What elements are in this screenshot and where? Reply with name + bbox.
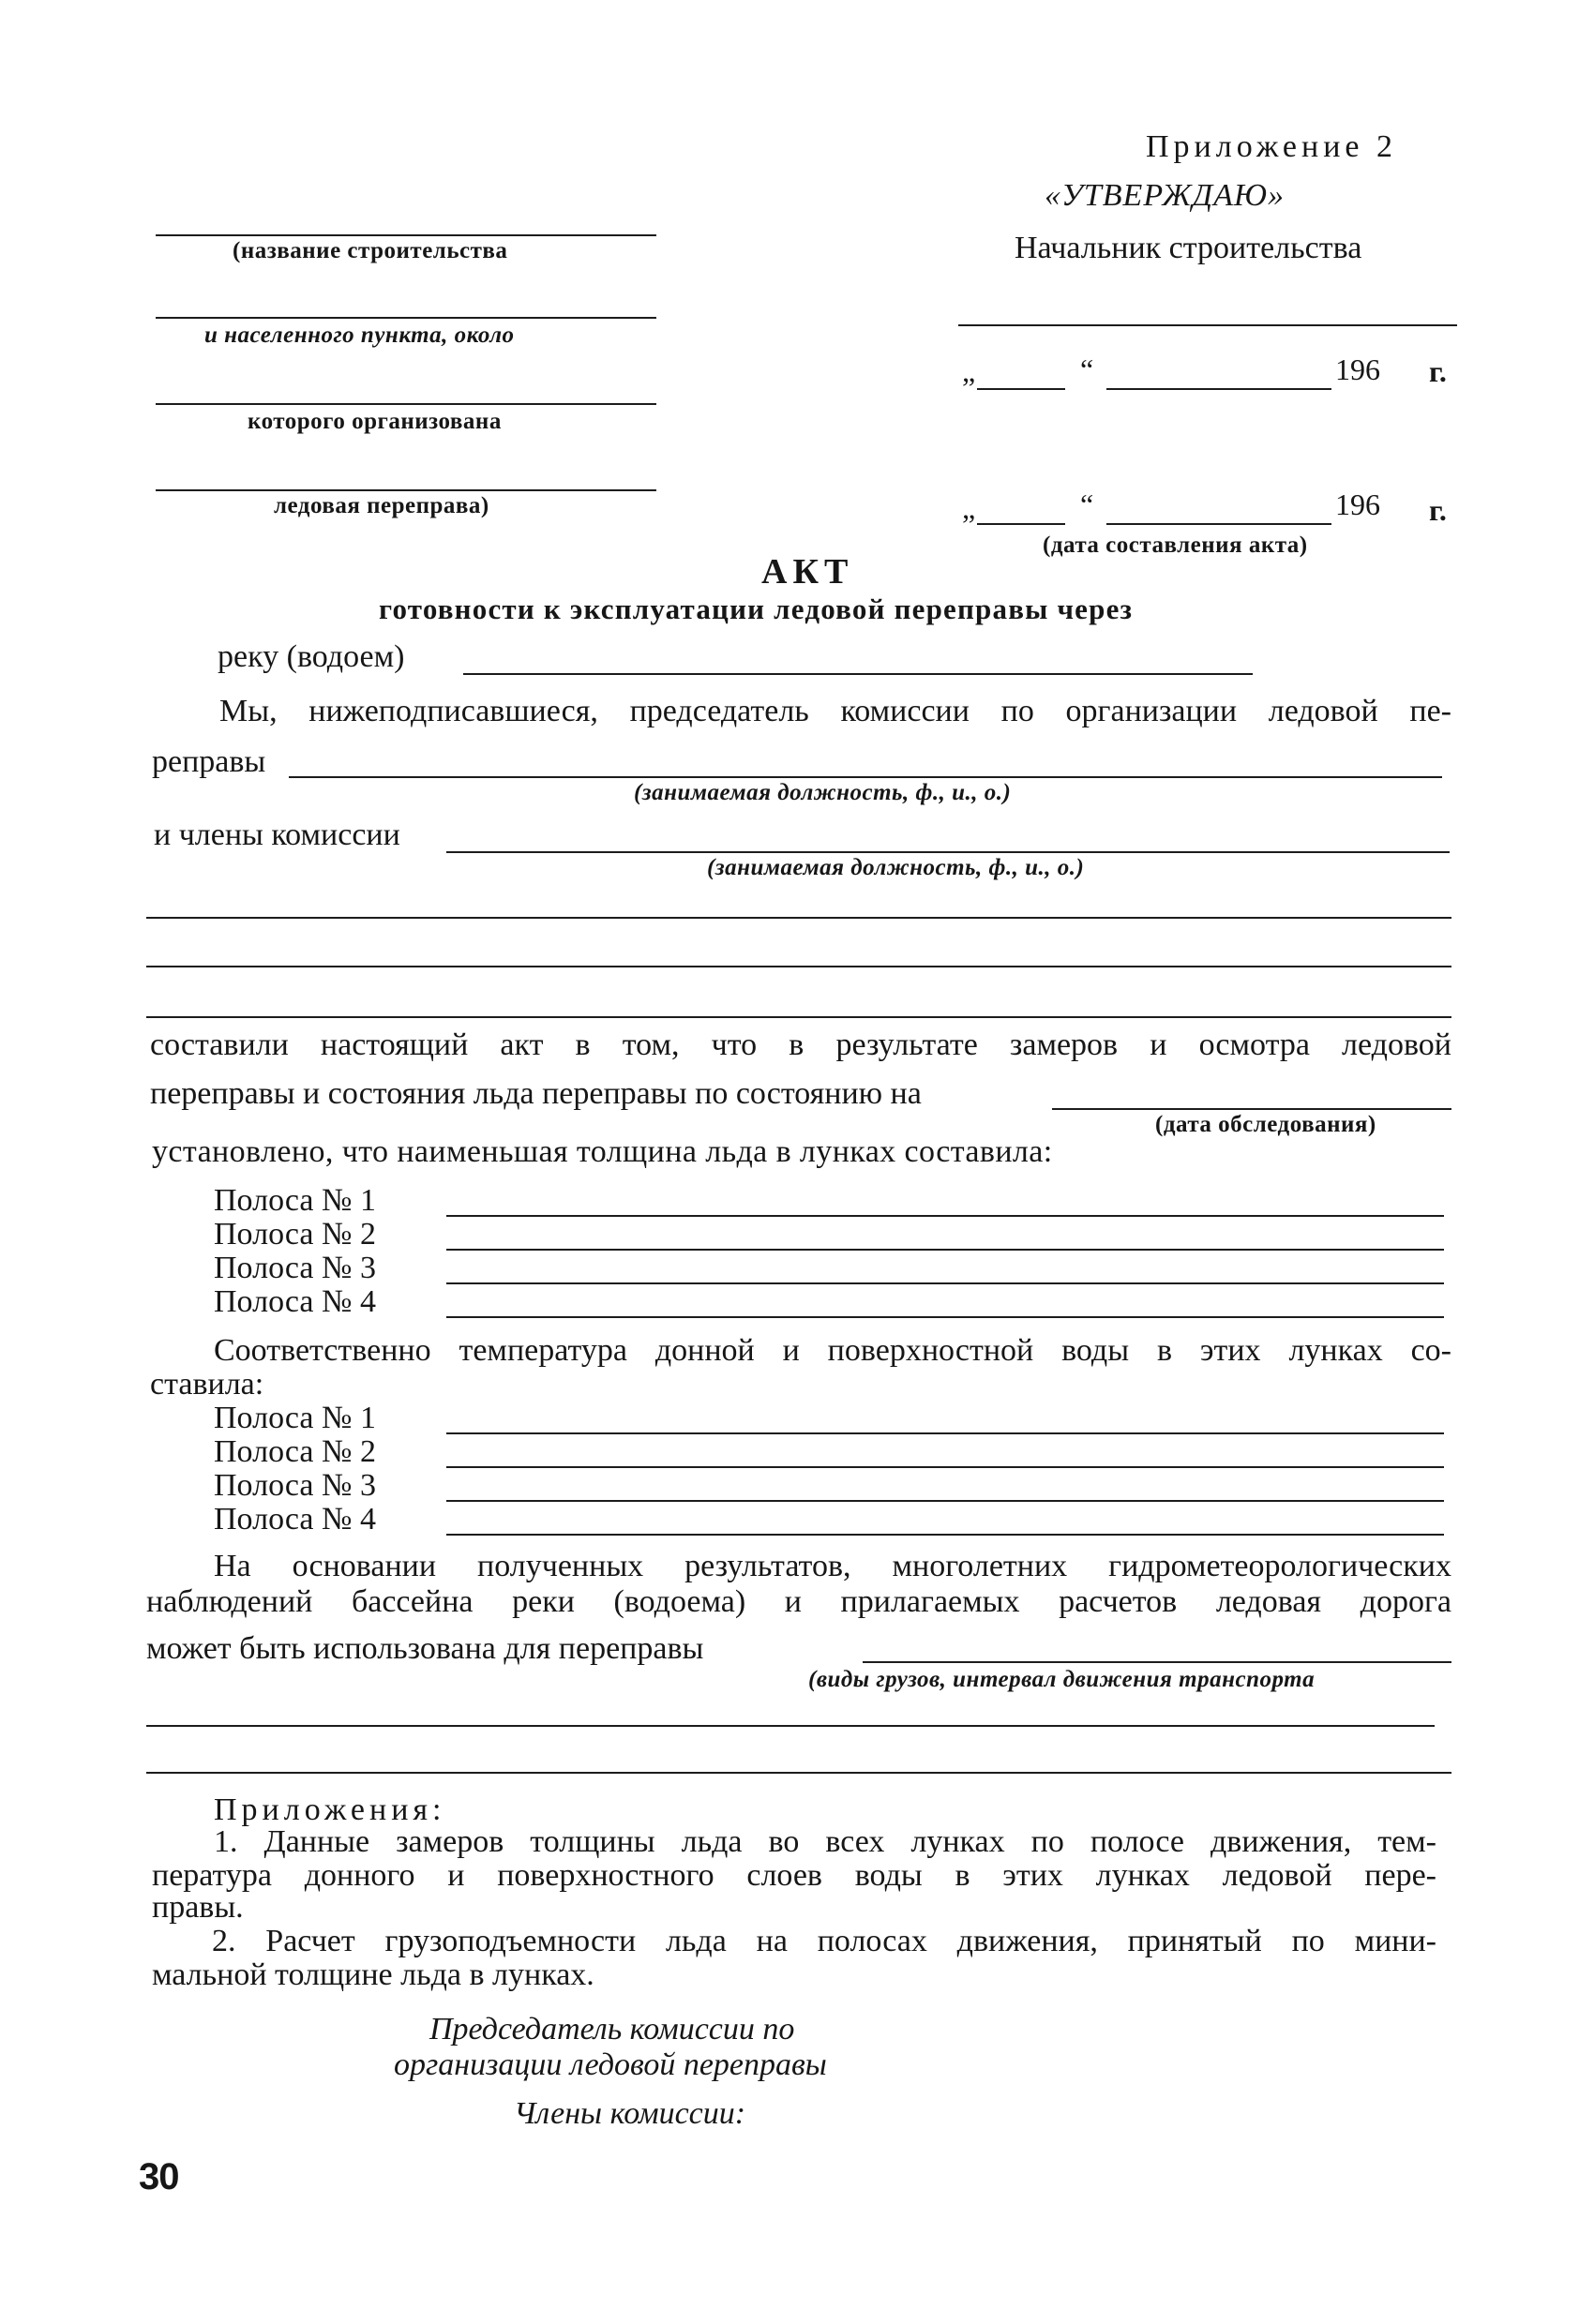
appendix-1-line-3: правы. xyxy=(152,1890,244,1925)
cargo-line[interactable] xyxy=(863,1661,1451,1663)
construction-caption-1: (название строительства xyxy=(233,238,508,263)
act-title: АКТ xyxy=(761,552,854,592)
appendix-1-line-2: пература донного и поверхностного слоев воды в этих лунках ледовой пере- xyxy=(152,1858,1436,1893)
temperature-lane-1-line[interactable] xyxy=(446,1432,1444,1434)
chairman-position-line[interactable] xyxy=(289,776,1442,778)
survey-date-caption: (дата обследования) xyxy=(1155,1112,1376,1137)
paragraph-2-line-3: установлено, что наименьшая толщина льда в лунках составила: xyxy=(152,1134,1053,1169)
cargo-line-2[interactable] xyxy=(146,1725,1435,1727)
date2-open-quote: „ xyxy=(962,491,976,525)
date2-month-line[interactable] xyxy=(1106,523,1331,525)
members-signature-label: Члены комиссии: xyxy=(514,2096,746,2131)
thickness-lane-3-label: Полоса № 3 xyxy=(214,1251,376,1285)
river-name-line[interactable] xyxy=(463,673,1253,675)
appendices-heading: Приложения: xyxy=(214,1792,446,1827)
paragraph-2-line-2: переправы и состояния льда переправы по состоянию на xyxy=(150,1076,922,1111)
chief-title: Начальник строительства xyxy=(1015,231,1362,265)
paragraph-1-line-1: Мы, нижеподписавшиеся, председатель комиссии по организации ледовой пе- xyxy=(219,694,1451,728)
thickness-lane-1-label: Полоса № 1 xyxy=(214,1183,376,1218)
position-caption-2: (занимаемая должность, ф., и., о.) xyxy=(707,855,1085,880)
paragraph-4-line-3: может быть использована для переправы xyxy=(146,1631,704,1666)
temperature-lane-4-label: Полоса № 4 xyxy=(214,1502,376,1537)
date1-open-quote: „ xyxy=(962,354,976,388)
date1-month-line[interactable] xyxy=(1106,388,1331,390)
approval-stamp: «УТВЕРЖДАЮ» xyxy=(1045,178,1285,213)
cargo-caption: (виды грузов, интервал движения транспорта xyxy=(808,1667,1316,1692)
page-number: 30 xyxy=(139,2156,179,2197)
paragraph-4-line-2: наблюдений бассейна реки (водоема) и прилагаемых расчетов ледовая дорога xyxy=(146,1584,1451,1619)
construction-caption-2: и населенного пункта, около xyxy=(204,322,515,348)
temperature-lane-1-label: Полоса № 1 xyxy=(214,1401,376,1435)
construction-caption-4: ледовая переправа) xyxy=(274,493,489,518)
construction-name-line-1[interactable] xyxy=(156,234,656,236)
paragraph-3-line-1: Соответственно температура донной и поверхностной воды в этих лунках со- xyxy=(214,1333,1451,1368)
date1-year: 196 xyxy=(1335,352,1380,386)
construction-caption-3: которого организована xyxy=(248,409,502,434)
date2-year: 196 xyxy=(1335,487,1380,521)
construction-name-line-2[interactable] xyxy=(156,317,656,319)
paragraph-2-line-1: составили настоящий акт в том, что в результате замеров и осмотра ледовой xyxy=(150,1027,1451,1062)
date1-year-suffix: г. xyxy=(1429,354,1447,388)
appendix-1-line-1: 1. Данные замеров толщины льда во всех лунках по полосе движения, тем- xyxy=(214,1824,1436,1859)
temperature-lane-3-label: Полоса № 3 xyxy=(214,1468,376,1503)
construction-name-line-4[interactable] xyxy=(156,489,656,491)
members-line-3[interactable] xyxy=(146,966,1451,967)
survey-date-line[interactable] xyxy=(1052,1108,1451,1110)
paragraph-4-line-1: На основании полученных результатов, многолетних гидрометеорологических xyxy=(214,1549,1451,1583)
thickness-lane-1-line[interactable] xyxy=(446,1215,1444,1217)
members-position-line[interactable] xyxy=(446,851,1450,853)
construction-name-line-3[interactable] xyxy=(156,403,656,405)
temperature-lane-3-line[interactable] xyxy=(446,1500,1444,1502)
thickness-lane-3-line[interactable] xyxy=(446,1282,1444,1284)
act-date-caption: (дата составления акта) xyxy=(1043,532,1308,558)
date1-day-line[interactable] xyxy=(977,388,1065,390)
date2-day-line[interactable] xyxy=(977,523,1065,525)
temperature-lane-2-label: Полоса № 2 xyxy=(214,1434,376,1469)
paragraph-3-line-2: ставила: xyxy=(150,1367,264,1402)
members-label: и члены комиссии xyxy=(154,817,400,852)
cargo-line-3[interactable] xyxy=(146,1772,1451,1774)
thickness-lane-2-line[interactable] xyxy=(446,1249,1444,1251)
date1-close-quote: “ xyxy=(1080,352,1094,386)
appendix-2-line-1: 2. Расчет грузоподъемности льда на полосах движения, принятый по мини- xyxy=(212,1924,1436,1958)
members-line-2[interactable] xyxy=(146,917,1451,919)
appendix-label: Приложение 2 xyxy=(1146,129,1397,164)
position-caption-1: (занимаемая должность, ф., и., о.) xyxy=(634,780,1012,805)
paragraph-1-line-2: реправы xyxy=(152,744,266,779)
river-label: реку (водоем) xyxy=(218,639,405,674)
thickness-lane-4-label: Полоса № 4 xyxy=(214,1284,376,1319)
chairman-signature-line-1: Председатель комиссии по xyxy=(429,2012,795,2047)
date2-close-quote: “ xyxy=(1080,487,1094,521)
temperature-lane-4-line[interactable] xyxy=(446,1534,1444,1536)
temperature-lane-2-line[interactable] xyxy=(446,1466,1444,1468)
date2-year-suffix: г. xyxy=(1429,493,1447,527)
thickness-lane-2-label: Полоса № 2 xyxy=(214,1217,376,1252)
chief-signature-line[interactable] xyxy=(958,324,1457,326)
act-subtitle: готовности к эксплуатации ледовой переправы через xyxy=(379,592,1134,625)
thickness-lane-4-line[interactable] xyxy=(446,1316,1444,1318)
appendix-2-line-2: мальной толщине льда в лунках. xyxy=(152,1957,594,1992)
members-line-4[interactable] xyxy=(146,1016,1451,1018)
chairman-signature-line-2: организации ледовой переправы xyxy=(394,2047,827,2082)
